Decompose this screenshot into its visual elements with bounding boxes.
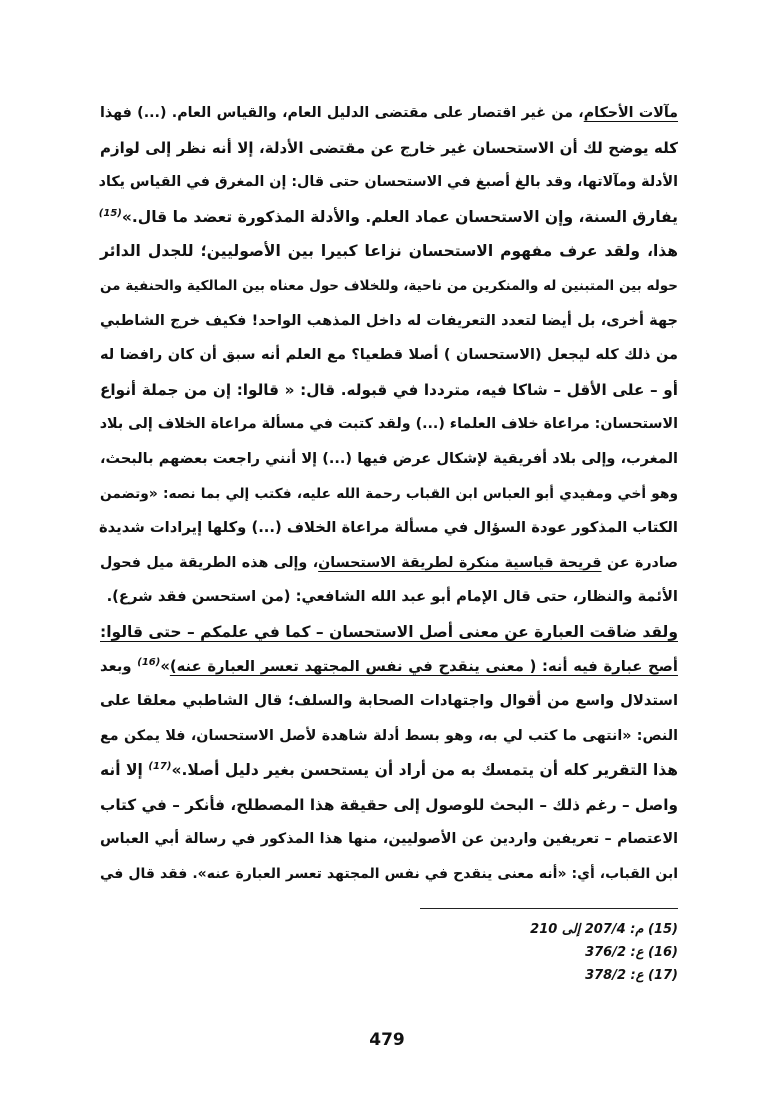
line-text: الأدلة ومآلاتها، وقد بالغ أصبغ في الاستحسان حتى قال: إن المغرق في القياس يكاد (98, 174, 678, 191)
text-line (100, 442, 678, 477)
line-text: وهو أخي ومفيدي أبو العباس ابن القباب رحمة الله عليه، فكتب إلي بما نصه: «وتضمن (100, 485, 678, 502)
text-line (100, 338, 678, 373)
text-line (100, 200, 678, 235)
underlined-text: أصح عبارة فيه أنه: ( معنى ينقدح في نفس المجتهد تعسر العبارة عنه) (169, 657, 678, 675)
line-text: يفارق السنة، وإن الاستحسان عماد العلم. والأدلة المذكورة تعضد ما قال.» (121, 207, 678, 226)
text-line (100, 269, 678, 304)
line-text: الاعتصام – تعريفين واردين عن الأصوليين، منها هذا المذكور في رسالة أبي العباس (100, 831, 678, 848)
text-line (100, 788, 678, 823)
footnote-ref: (17) (148, 761, 172, 773)
text-line (100, 857, 678, 892)
line-text: جهة أخرى، بل أيضا لتعدد التعريفات له داخل المذهب الواحد! فكيف خرج الشاطبي (100, 312, 678, 329)
line-text: » (160, 657, 170, 675)
line-text: حوله بين المتبنين له والمنكرين من ناحية، وللخلاف حول معناه بين المالكية والحنفية من (100, 277, 678, 294)
line-text: وبعد (100, 657, 138, 675)
text-line (100, 546, 678, 581)
line-text: استدلال واسع من أقوال واجتهادات الصحابة والسلف؛ قال الشاطبي معلقا على (100, 692, 678, 710)
footnotes (420, 918, 678, 987)
body-text (100, 96, 678, 892)
footnote: (17) ع: 378/2 (585, 968, 678, 983)
text-line (100, 753, 678, 788)
line-text: إلا أنه (100, 761, 149, 780)
line-text: واصل – رغم ذلك – البحث للوصول إلى حقيقة هذا المصطلح، فأنكر – في كتاب (100, 795, 678, 814)
line-text: صادرة عن (601, 554, 678, 571)
text-line (100, 407, 678, 442)
text-line (100, 304, 678, 339)
underlined-text: قريحة قياسية منكرة لطريقة الاستحسان (318, 554, 602, 571)
text-line (100, 165, 678, 200)
text-line (100, 131, 678, 166)
text-line (100, 373, 678, 408)
line-text: هذا، ولقد عرف مفهوم الاستحسان نزاعا كبيرا بين الأصوليين؛ للجدل الدائر (100, 242, 678, 261)
footnote-ref: (16) (137, 656, 161, 668)
line-text: هذا التقرير كله أن يتمسك به من أراد أن يستحسن بغير دليل أصلا.» (171, 761, 679, 780)
line-text: الاستحسان: مراعاة خلاف العلماء (...) ولقد كتبت في مسألة مراعاة الخلاف إلى بلاد (99, 416, 678, 433)
page-number: 479 (369, 1030, 405, 1050)
text-line (100, 719, 678, 754)
text-line (100, 96, 678, 131)
line-text: ، وإلى هذه الطريقة ميل فحول (100, 554, 319, 571)
line-text: أو – على الأقل – شاكا فيه، مترددا في قبوله. قال: « قالوا: إن من جملة أنواع (100, 380, 678, 399)
line-text: ، من غير اقتصار على مقتضى الدليل العام، والقياس العام. (...) فهذا (100, 105, 584, 121)
underlined-text: مآلات الأحكام (583, 105, 679, 121)
line-text: من ذلك كله ليجعل (الاستحسان ) أصلا قطعيا؟ مع العلم أنه سبق أن كان رافضا له (100, 347, 678, 364)
text-line (100, 580, 678, 615)
underlined-text: ولقد ضاقت العبارة عن معنى أصل الاستحسان – كما في علمكم – حتى قالوا: (100, 622, 678, 641)
text-line (100, 822, 678, 857)
text-line (100, 234, 678, 269)
line-text: ابن القباب، أي: «أنه معنى ينقدح في نفس المجتهد تعسر العبارة عنه». فقد قال في (100, 866, 678, 883)
text-line (100, 650, 678, 685)
text-line (100, 511, 678, 546)
text-line (100, 477, 678, 512)
text-line (100, 615, 678, 650)
line-text: كله يوضح لك أن الاستحسان غير خارج عن مقتضى الأدلة، إلا أنه نظر إلى لوازم (100, 138, 678, 157)
footnote-ref: (15) (98, 207, 122, 219)
line-text: الأئمة والنظار، حتى قال الإمام أبو عبد الله الشافعي: (من استحسن فقد شرع). (106, 588, 678, 606)
footnote: (16) ع: 376/2 (585, 945, 678, 960)
footnote-separator (420, 908, 678, 909)
footnote: (15) م: 207/4 إلى 210 (530, 922, 678, 937)
text-line (100, 684, 678, 719)
line-text: المغرب، وإلى بلاد أفريقية لإشكال عرض فيها (...) إلا أنني راجعت بعضهم بالبحث، (100, 450, 678, 467)
line-text: النص: «انتهى ما كتب لي به، وهو بسط أدلة شاهدة لأصل الاستحسان، فلا يمكن مع (100, 727, 678, 744)
line-text: الكتاب المذكور عودة السؤال في مسألة مراعاة الخلاف (...) وكلها إيرادات شديدة (98, 519, 678, 537)
